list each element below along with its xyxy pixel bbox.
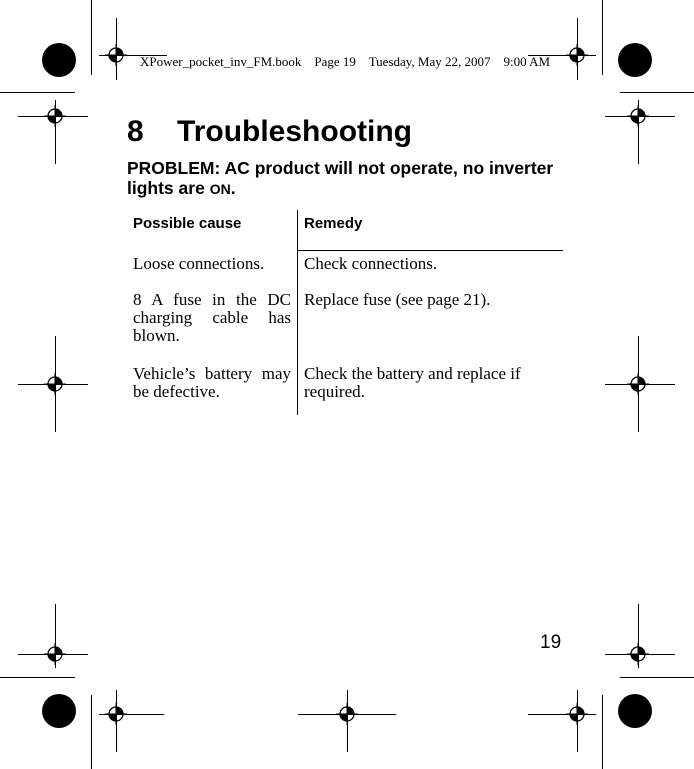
crop-line [91, 695, 92, 769]
registration-mark-icon [627, 105, 649, 127]
crop-line [620, 92, 694, 93]
registration-mark-icon [105, 44, 127, 66]
remedy-cell: Check the battery and replace if required. [304, 364, 521, 401]
chapter-title-text: Troubleshooting [177, 115, 413, 148]
color-bar-bottom-left [42, 694, 76, 728]
registration-mark-icon [627, 373, 649, 395]
problem-statement [127, 158, 567, 199]
cause-cell: 8 A fuse in the DC charging cable has blown. [133, 290, 291, 345]
cause-cell: Loose connections. [133, 254, 265, 273]
header-rule [297, 250, 563, 251]
header-slug: XPower_pocket_inv_FM.book Page 19 Tuesday, May 22, 2007 9:00 AM [140, 54, 551, 69]
remedy-cell: Check connections. [304, 254, 438, 273]
registration-mark-icon [627, 643, 649, 665]
crop-line [620, 677, 694, 678]
registration-mark-icon [566, 44, 588, 66]
color-bar-bottom-right [618, 694, 652, 728]
header-remedy: Remedy [304, 215, 363, 232]
remedy-cell: Replace fuse (see page 21). [304, 290, 491, 309]
registration-mark-icon [566, 703, 588, 725]
cause-cell: Vehicle’s battery may be defective. [133, 364, 291, 401]
registration-mark-icon [44, 643, 66, 665]
chapter-number: 8 [127, 115, 144, 148]
crop-line [91, 0, 92, 75]
problem-on: ON [209, 181, 231, 197]
registration-mark-icon [44, 105, 66, 127]
color-bar-top-right [618, 43, 652, 77]
problem-end: . [230, 178, 236, 198]
crop-line [602, 0, 603, 75]
problem-text: product will not operate, no inverter lights are [127, 158, 554, 198]
chapter-title [127, 112, 412, 152]
crop-line [602, 695, 603, 769]
problem-label: PROBLEM: [127, 158, 221, 178]
page-number: 19 [540, 632, 562, 653]
problem-ac: AC [224, 158, 250, 178]
crop-line [0, 92, 75, 93]
column-divider [297, 210, 298, 415]
registration-mark-icon [105, 703, 127, 725]
color-bar-top-left [42, 43, 76, 77]
registration-mark-icon [336, 703, 358, 725]
crop-line [0, 677, 75, 678]
registration-mark-icon [44, 373, 66, 395]
header-possible-cause: Possible cause [133, 215, 242, 232]
